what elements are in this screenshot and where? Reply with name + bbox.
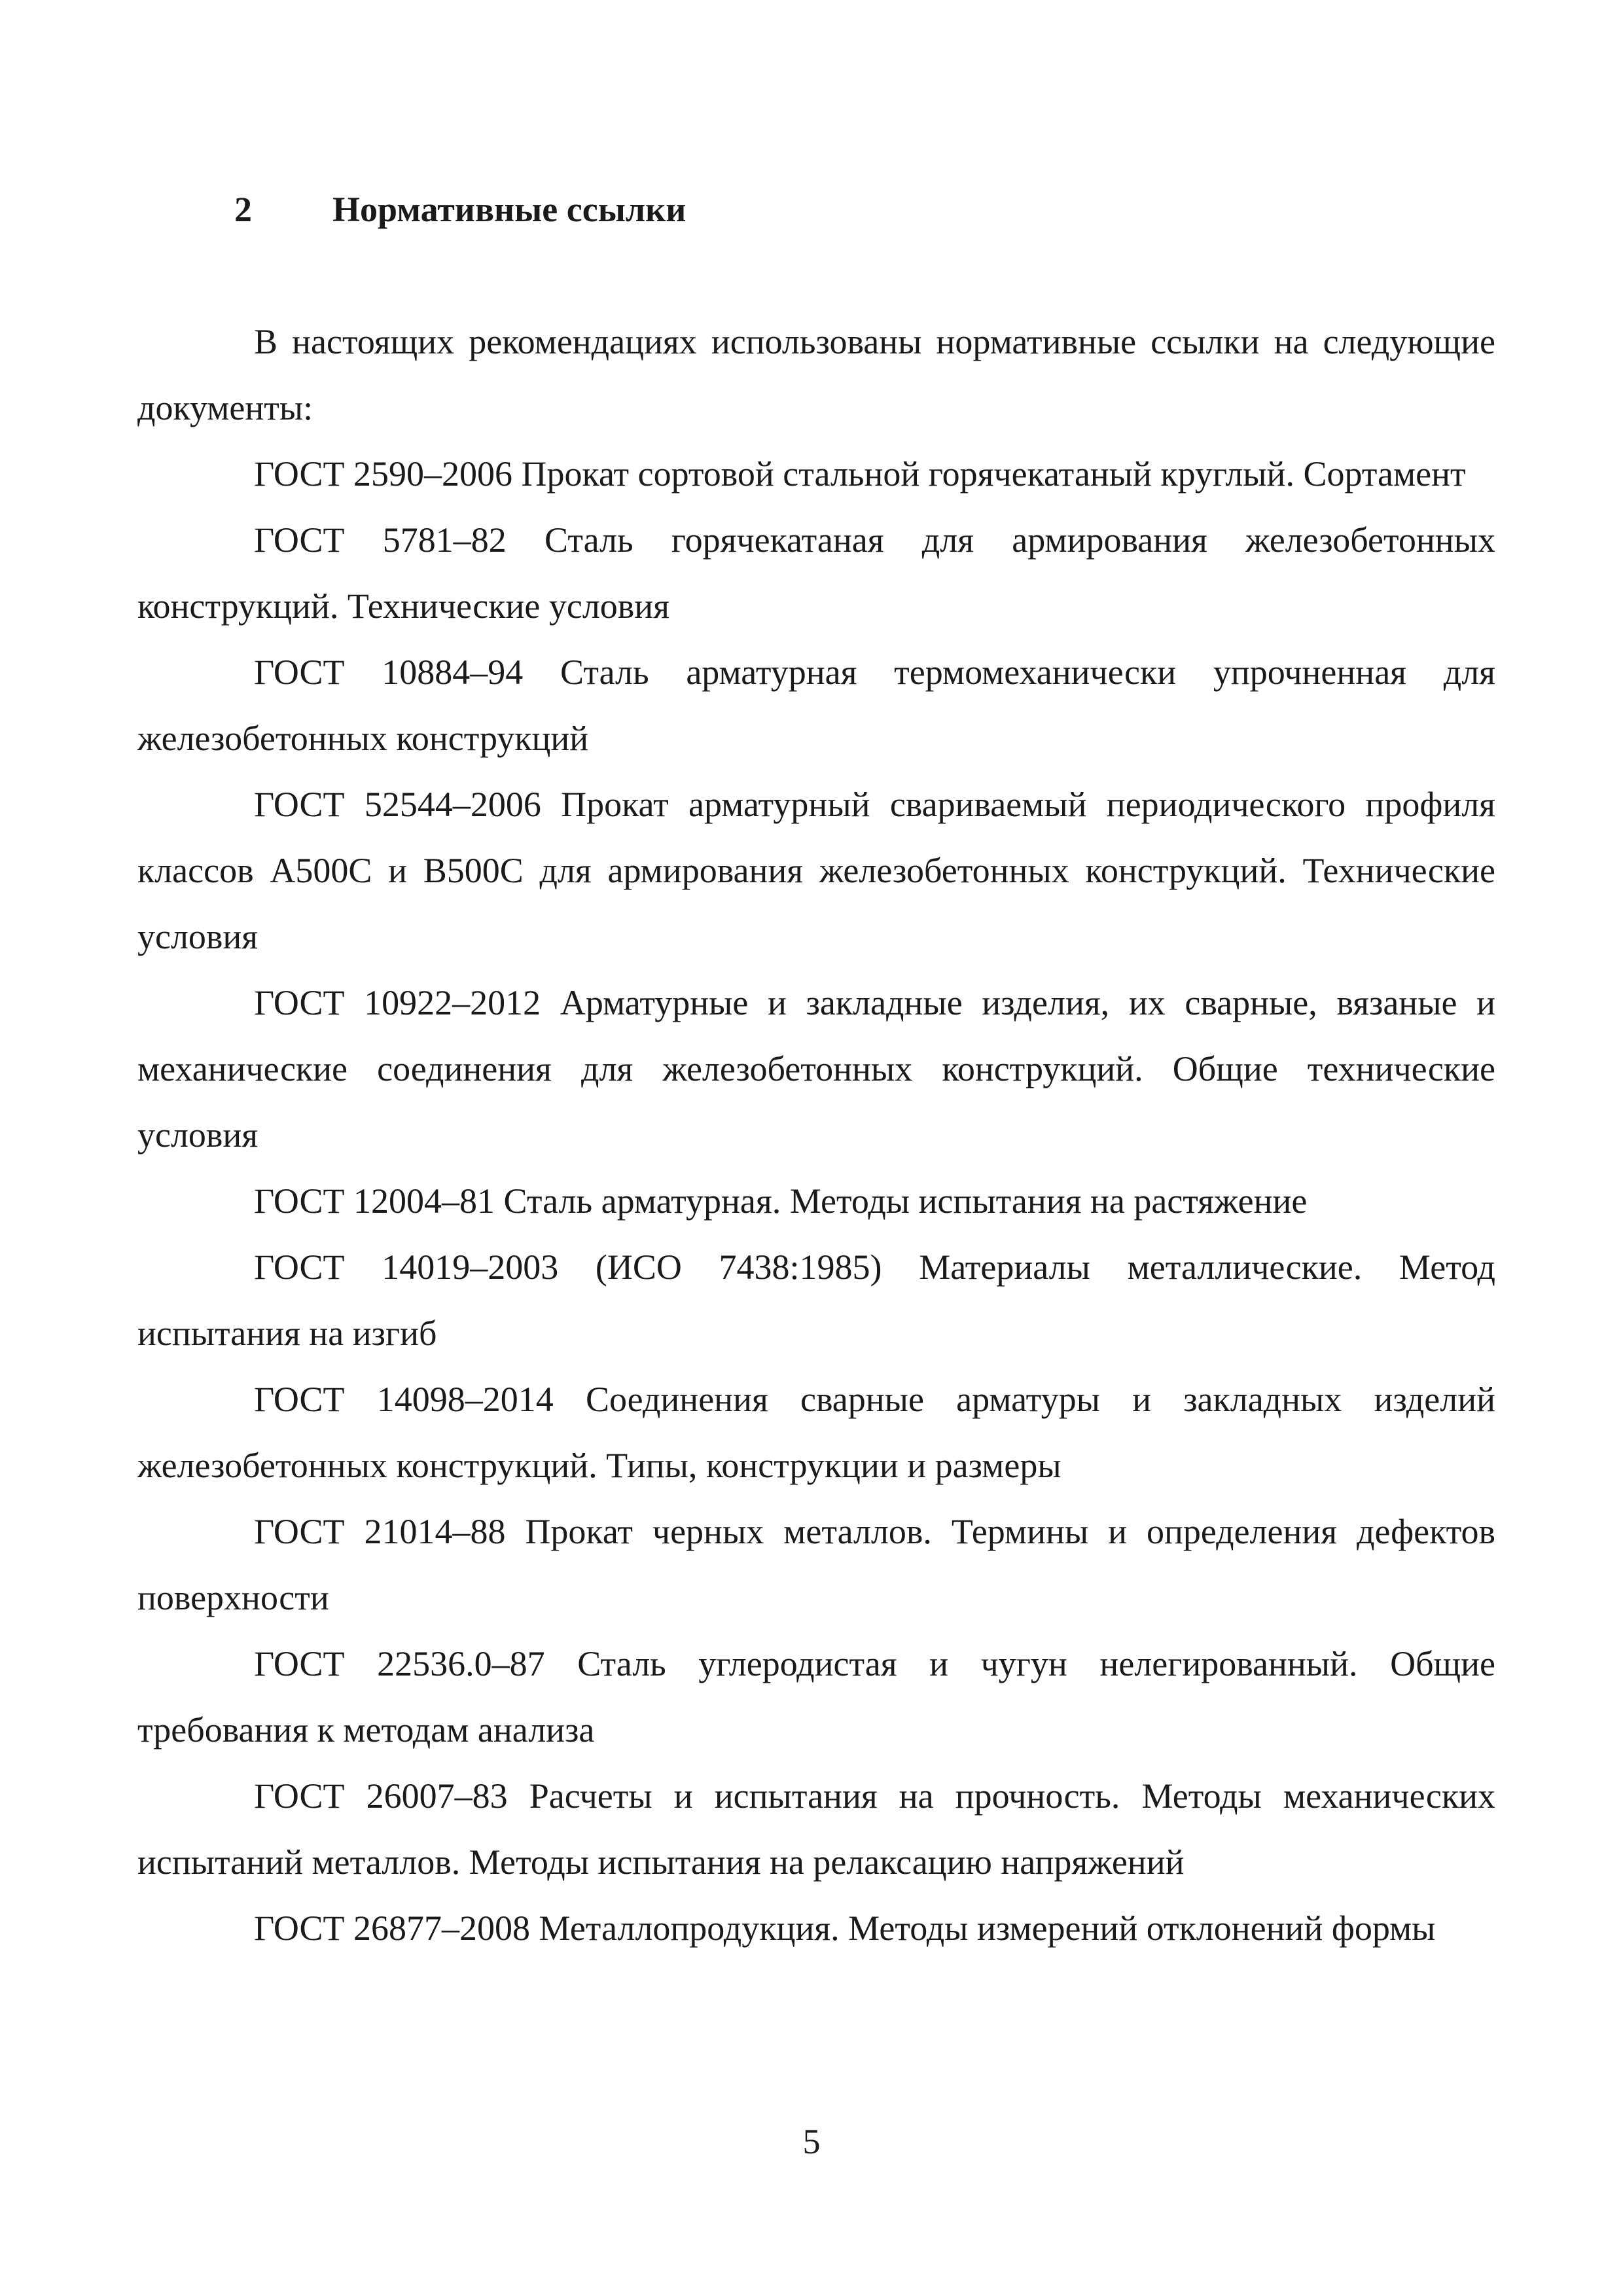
references-body [137, 309, 1495, 1962]
reference-gost-52544: ГОСТ 52544–2006 Прокат арматурный свариваемый периодического профиля классов А500С и В500С для армирования железобетонных конструкций. Технические условия [137, 785, 1495, 956]
section-heading [234, 177, 686, 242]
reference-gost-21014: ГОСТ 21014–88 Прокат черных металлов. Термины и определения дефектов поверхности [137, 1512, 1495, 1617]
reference-gost-14019: ГОСТ 14019–2003 (ИСО 7438:1985) Материалы металлические. Метод испытания на изгиб [137, 1247, 1495, 1353]
section-title: Нормативные ссылки [332, 190, 687, 229]
reference-gost-5781: ГОСТ 5781–82 Сталь горячекатаная для армирования железобетонных конструкций. Технические условия [137, 520, 1495, 626]
intro-paragraph: В настоящих рекомендациях использованы нормативные ссылки на следующие документы: [137, 322, 1495, 427]
section-number: 2 [234, 190, 252, 229]
reference-gost-26877: ГОСТ 26877–2008 Металлопродукция. Методы измерений отклонений формы [254, 1909, 1436, 1948]
reference-gost-10884: ГОСТ 10884–94 Сталь арматурная термомеханически упрочненная для железобетонных конструкций [137, 653, 1495, 758]
reference-gost-12004: ГОСТ 12004–81 Сталь арматурная. Методы испытания на растяжение [254, 1181, 1308, 1221]
reference-gost-26007: ГОСТ 26007–83 Расчеты и испытания на прочность. Методы механических испытаний металлов. Методы испытания на релаксацию напряжений [137, 1776, 1495, 1882]
reference-gost-22536: ГОСТ 22536.0–87 Сталь углеродистая и чугун нелегированный. Общие требования к методам анализа [137, 1644, 1495, 1749]
page-number: 5 [802, 2122, 821, 2161]
reference-gost-14098: ГОСТ 14098–2014 Соединения сварные арматуры и закладных изделий железобетонных конструкций. Типы, конструкции и размеры [137, 1380, 1495, 1485]
reference-gost-10922: ГОСТ 10922–2012 Арматурные и закладные изделия, их сварные, вязаные и механические соединения для железобетонных конструкций. Общие технические условия [137, 983, 1495, 1155]
reference-gost-2590: ГОСТ 2590–2006 Прокат сортовой стальной горячекатаный круглый. Сортамент [254, 454, 1466, 493]
